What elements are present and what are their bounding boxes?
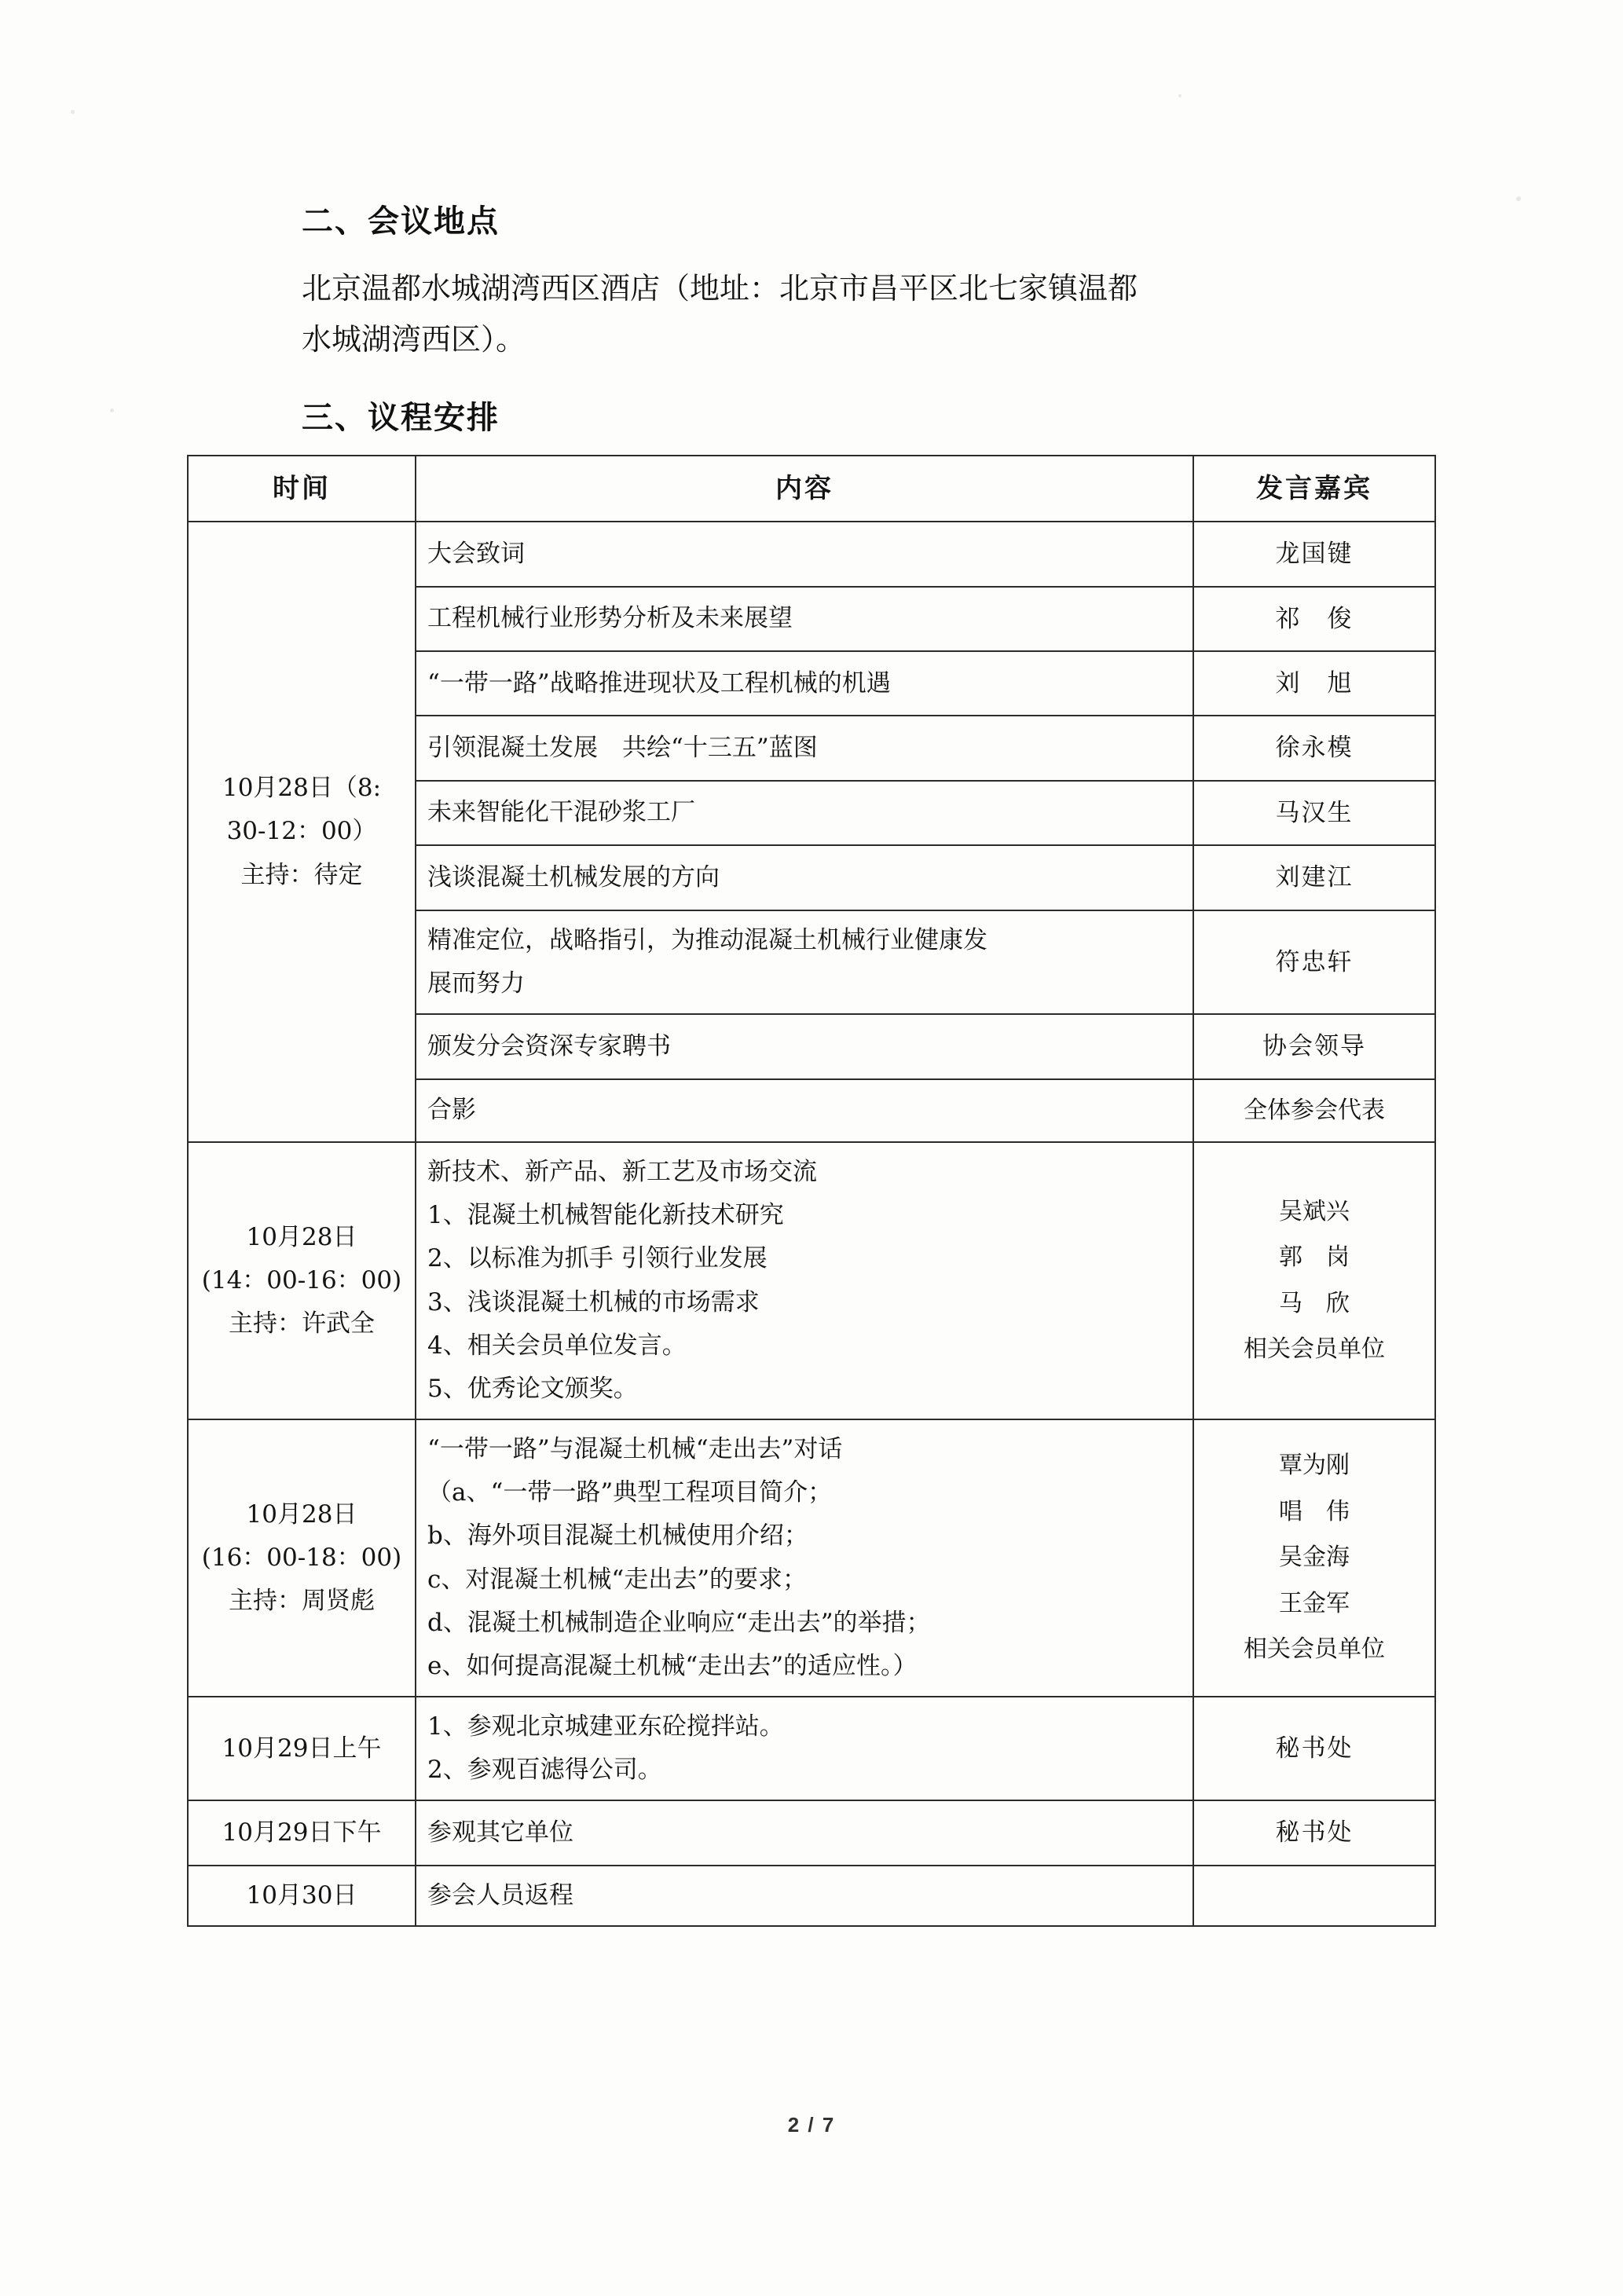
agenda-table — [187, 455, 1436, 1927]
speaker-cell — [1193, 522, 1435, 586]
content-cell — [416, 1142, 1193, 1419]
content-cell — [416, 781, 1193, 845]
speaker-cell — [1193, 1142, 1435, 1419]
content-line: 引领混凝土发展 共绘“十三五”蓝图 — [427, 734, 818, 763]
content-line: 浅谈混凝土机械发展的方向 — [427, 862, 720, 892]
content-cell — [416, 1419, 1193, 1697]
speaker-line: 覃为刚 — [1279, 1452, 1350, 1480]
speaker-line: 相关会员单位 — [1244, 1335, 1385, 1364]
speaker-line: 徐永模 — [1275, 734, 1354, 763]
content-line: 新技术、新产品、新工艺及市场交流 — [427, 1158, 817, 1187]
time-line: 10月30日 — [246, 1880, 357, 1910]
speaker-cell — [1193, 1800, 1435, 1865]
time-cell — [188, 1866, 416, 1926]
scan-speckle — [1516, 196, 1521, 201]
content-cell — [416, 1866, 1193, 1926]
time-line: 10月29日下午 — [222, 1818, 382, 1847]
speaker-line: 符忠轩 — [1275, 947, 1354, 976]
speaker-cell — [1193, 1697, 1435, 1800]
time-line: 主持：待定 — [240, 860, 363, 889]
time-cell — [188, 1419, 416, 1697]
content-line: 展而努力 — [427, 969, 525, 998]
column-header-speaker: 发言嘉宾 — [1193, 456, 1435, 522]
content-cell — [416, 910, 1193, 1014]
section-heading-location: 二、会议地点 — [302, 203, 500, 240]
speaker-line: 协会领导 — [1262, 1032, 1366, 1061]
content-line: 未来智能化干混砂浆工厂 — [427, 798, 695, 827]
time-line: 10月28日 — [246, 1222, 357, 1251]
time-line: (16：00-18：00) — [201, 1543, 402, 1572]
column-header-time: 时间 — [188, 456, 416, 522]
time-line: 30-12：00） — [226, 817, 377, 846]
table-row — [188, 1697, 1435, 1800]
location-paragraph — [182, 263, 1447, 366]
time-line: 主持：许武全 — [229, 1309, 375, 1338]
content-line: 1、混凝土机械智能化新技术研究 — [427, 1201, 784, 1230]
scan-speckle — [71, 110, 75, 114]
content-line: d、混凝土机械制造企业响应“走出去”的举措； — [427, 1608, 931, 1637]
content-cell — [416, 1014, 1193, 1078]
speaker-line: 全体参会代表 — [1244, 1096, 1385, 1124]
speaker-cell — [1193, 1419, 1435, 1697]
speaker-line: 刘 旭 — [1275, 668, 1354, 698]
speaker-line: 祁 俊 — [1275, 604, 1354, 633]
content-line: 1、参观北京城建亚东砼搅拌站。 — [427, 1712, 784, 1741]
document-body — [182, 196, 1447, 1927]
content-cell — [416, 845, 1193, 910]
content-cell — [416, 1800, 1193, 1865]
time-line: (14：00-16：00) — [201, 1265, 402, 1294]
time-line: 10月28日 — [246, 1500, 357, 1529]
time-cell — [188, 1697, 416, 1800]
speaker-line: 刘建江 — [1275, 863, 1354, 892]
time-line: 10月29日上午 — [222, 1734, 382, 1763]
speaker-line: 秘书处 — [1275, 1734, 1354, 1763]
content-line: 大会致词 — [427, 539, 525, 568]
speaker-cell — [1193, 1014, 1435, 1078]
content-line: 2、参观百滤得公司。 — [427, 1756, 662, 1785]
speaker-cell — [1193, 716, 1435, 780]
content-cell — [416, 1697, 1193, 1800]
speaker-cell — [1193, 651, 1435, 716]
speaker-line: 相关会员单位 — [1244, 1635, 1385, 1664]
content-line: 工程机械行业形势分析及未来展望 — [427, 604, 793, 633]
speaker-line: 秘书处 — [1275, 1818, 1354, 1847]
table-row — [188, 1800, 1435, 1865]
content-cell — [416, 651, 1193, 716]
scan-speckle — [110, 408, 114, 412]
content-line: 合影 — [427, 1096, 476, 1125]
speaker-line: 吴斌兴 — [1279, 1197, 1350, 1225]
content-line: 4、相关会员单位发言。 — [427, 1331, 687, 1360]
content-line: 3、浅谈混凝土机械的市场需求 — [427, 1287, 760, 1316]
page-number: 2 / 7 — [787, 2113, 836, 2137]
section-heading-agenda: 三、议程安排 — [302, 398, 500, 436]
content-line: b、海外项目混凝土机械使用介绍； — [427, 1522, 808, 1551]
scan-speckle — [1178, 94, 1182, 97]
speaker-cell — [1193, 781, 1435, 845]
table-row — [188, 1866, 1435, 1926]
content-cell — [416, 587, 1193, 651]
content-line: e、如何提高混凝土机械“走出去”的适应性。） — [427, 1651, 918, 1680]
time-cell — [188, 522, 416, 1142]
speaker-line: 唱 伟 — [1279, 1497, 1350, 1525]
content-line: （a、“一带一路”典型工程项目简介； — [427, 1478, 833, 1507]
content-line: 参会人员返程 — [427, 1880, 573, 1910]
speaker-line: 马 欣 — [1279, 1289, 1350, 1317]
time-cell — [188, 1800, 416, 1865]
speaker-line: 郭 岗 — [1279, 1243, 1350, 1272]
content-cell — [416, 1079, 1193, 1143]
table-row — [188, 1419, 1435, 1697]
location-line-2: 水城湖湾西区）。 — [302, 322, 526, 357]
speaker-line: 王金军 — [1279, 1589, 1350, 1617]
speaker-line: 吴金海 — [1279, 1543, 1350, 1572]
speaker-cell — [1193, 845, 1435, 910]
content-cell — [416, 522, 1193, 586]
content-line: 参观其它单位 — [427, 1818, 573, 1847]
table-row — [188, 522, 1435, 586]
content-line: “一带一路”与混凝土机械“走出去”对话 — [427, 1435, 843, 1464]
speaker-cell — [1193, 1079, 1435, 1143]
content-line: 精准定位，战略指引，为推动混凝土机械行业健康发 — [427, 925, 987, 954]
content-line: c、对混凝土机械“走出去”的要求； — [427, 1565, 808, 1594]
table-header-row — [188, 456, 1435, 522]
agenda-table-body — [188, 522, 1435, 1926]
time-line: 主持：周贤彪 — [229, 1587, 375, 1616]
speaker-cell — [1193, 587, 1435, 651]
time-cell — [188, 1142, 416, 1419]
content-line: 2、以标准为抓手 引领行业发展 — [427, 1244, 768, 1273]
column-header-content: 内容 — [416, 456, 1193, 522]
speaker-cell — [1193, 910, 1435, 1014]
content-line: 5、优秀论文颁奖。 — [427, 1374, 638, 1403]
speaker-line: 马汉生 — [1275, 798, 1354, 827]
time-line: 10月28日（8: — [222, 774, 382, 803]
content-cell — [416, 716, 1193, 780]
content-line: 颁发分会资深专家聘书 — [427, 1031, 671, 1060]
content-line: “一带一路”战略推进现状及工程机械的机遇 — [427, 668, 891, 698]
table-row — [188, 1142, 1435, 1419]
speaker-line: 龙国键 — [1275, 540, 1354, 569]
speaker-cell — [1193, 1866, 1435, 1926]
location-line-1: 北京温都水城湖湾西区酒店（地址：北京市昌平区北七家镇温都 — [302, 271, 1138, 306]
